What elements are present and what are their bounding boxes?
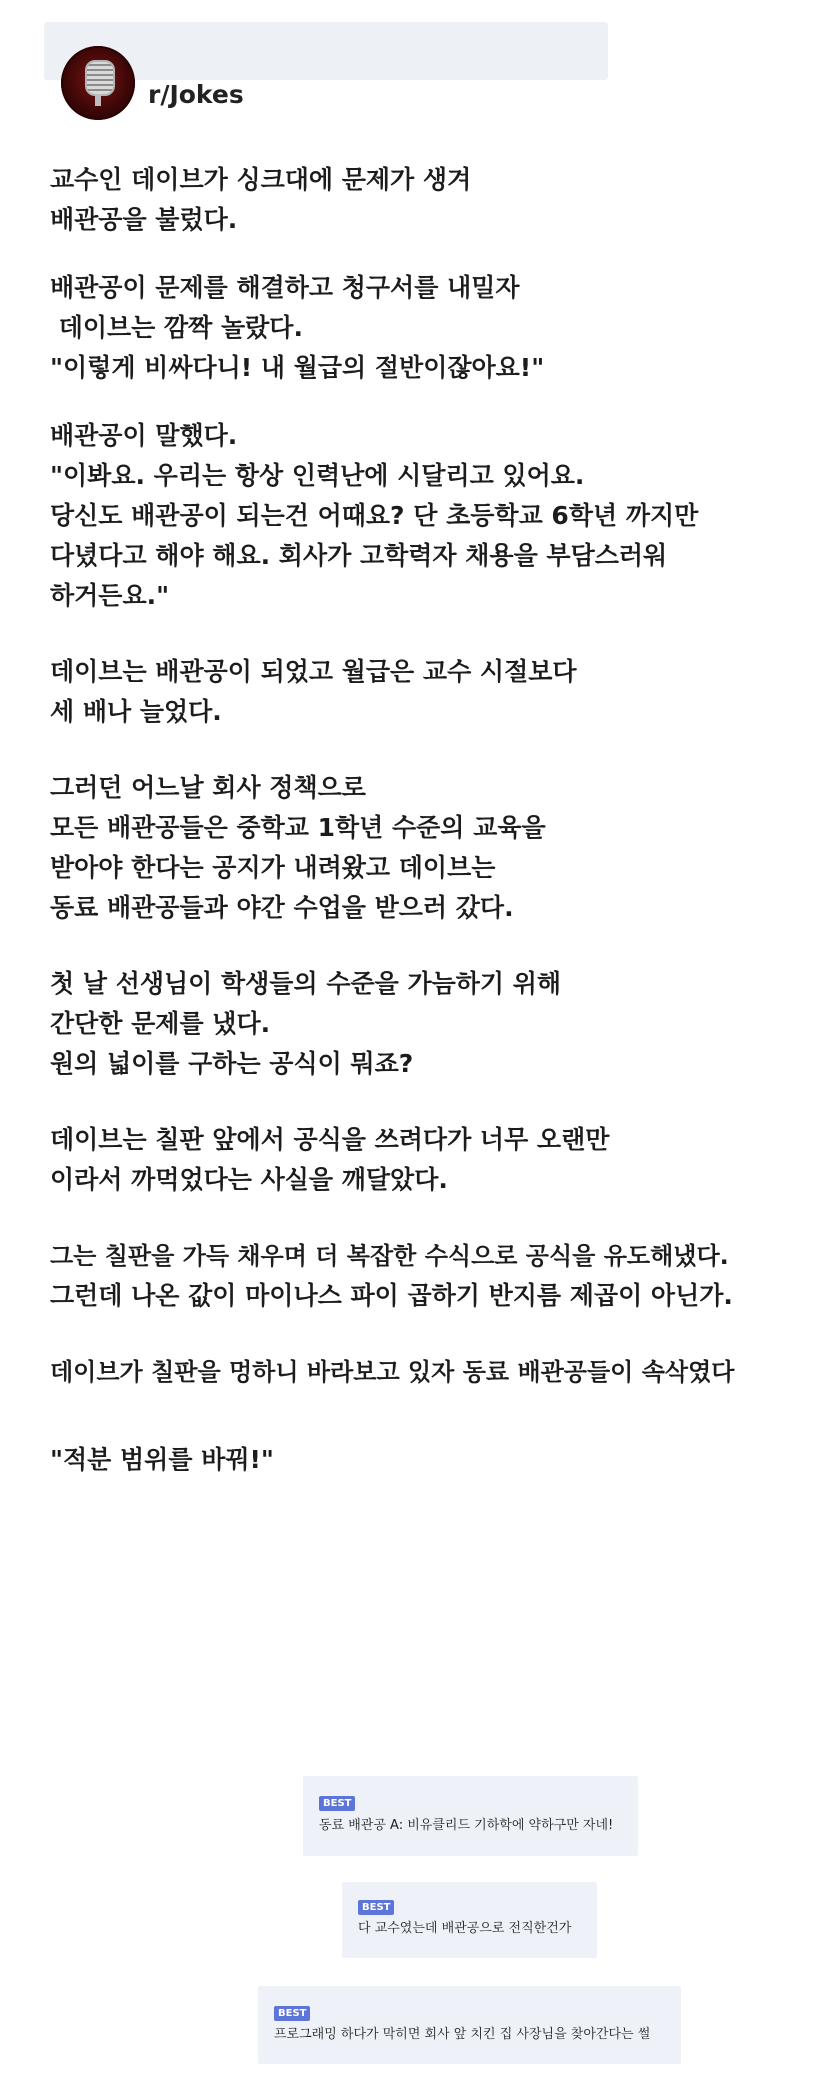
microphone-stand (95, 94, 101, 106)
paragraph (50, 1120, 810, 1200)
story-line: 세 배나 늘었다. (50, 697, 222, 726)
best-comment-text: 프로그래밍 하다가 막히면 회사 앞 치킨 집 사장님을 찾아간다는 썰 (274, 2027, 651, 2042)
story-line: 그러던 어느날 회사 정책으로 (50, 773, 366, 802)
best-comment-card[interactable] (303, 1776, 638, 1856)
story-line: "이봐요. 우리는 항상 인력난에 시달리고 있어요. (50, 461, 585, 490)
story-line: 당신도 배관공이 되는건 어때요? 단 초등학교 6학년 까지만 (50, 501, 699, 530)
microphone-icon (85, 60, 115, 96)
story-line: 배관공을 불렀다. (50, 205, 238, 234)
paragraph (50, 768, 810, 928)
paragraph (50, 652, 810, 732)
story-line: 이라서 까먹었다는 사실을 깨달았다. (50, 1165, 448, 1194)
microphone-avatar-icon[interactable] (61, 46, 135, 120)
story-line: "적분 범위를 바꿔!" (50, 1445, 274, 1474)
paragraph (50, 268, 810, 388)
story-line: 첫 날 선생님이 학생들의 수준을 가늠하기 위해 (50, 969, 562, 998)
story-line: 간단한 문제를 냈다. (50, 1009, 271, 1038)
story-line: 배관공이 말했다. (50, 421, 238, 450)
story-line: 원의 넓이를 구하는 공식이 뭐죠? (50, 1049, 414, 1078)
story-body (50, 160, 810, 1480)
story-line: 모든 배관공들은 중학교 1학년 수준의 교육을 (50, 813, 546, 842)
story-line: 그는 칠판을 가득 채우며 더 복잡한 수식으로 공식을 유도해냈다. (50, 1242, 729, 1270)
story-line: 다녔다고 해야 해요. 회사가 고학력자 채용을 부담스러워 (50, 541, 668, 570)
story-line: 그런데 나온 값이 마이나스 파이 곱하기 반지름 제곱이 아닌가. (50, 1281, 733, 1310)
best-badge: BEST (274, 2006, 310, 2021)
best-comment-card[interactable] (342, 1882, 597, 1958)
story-line: 동료 배관공들과 야간 수업을 받으러 갔다. (50, 893, 514, 922)
best-badge: BEST (319, 1796, 355, 1811)
story-line: 받아야 한다는 공지가 내려왔고 데이브는 (50, 853, 496, 882)
story-line: 데이브는 배관공이 되었고 월급은 교수 시절보다 (50, 657, 577, 686)
paragraph (50, 1440, 810, 1480)
story-line: 데이브가 칠판을 멍하니 바라보고 있자 동료 배관공들이 속삭였다 (50, 1358, 735, 1386)
paragraph (50, 1352, 810, 1392)
best-comment-text: 다 교수였는데 배관공으로 전직한건가 (358, 1921, 572, 1936)
paragraph (50, 160, 810, 240)
paragraph (50, 416, 810, 616)
story-line: 배관공이 문제를 해결하고 청구서를 내밀자 (50, 273, 520, 302)
best-badge: BEST (358, 1900, 394, 1915)
story-line: 하거든요." (50, 581, 170, 610)
story-line: "이렇게 비싸다니! 내 월급의 절반이잖아요!" (50, 353, 545, 382)
story-line: 데이브는 칠판 앞에서 공식을 쓰려다가 너무 오랜만 (50, 1125, 610, 1154)
paragraph (50, 1236, 810, 1316)
paragraph (50, 964, 810, 1084)
best-comment-text: 동료 배관공 A: 비유클리드 기하학에 약하구만 자네! (319, 1818, 614, 1833)
story-line: 데이브는 깜짝 놀랐다. (50, 313, 303, 342)
subreddit-name[interactable]: r/Jokes (148, 80, 244, 109)
story-line: 교수인 데이브가 싱크대에 문제가 생겨 (50, 165, 472, 194)
best-comment-card[interactable] (258, 1986, 681, 2064)
